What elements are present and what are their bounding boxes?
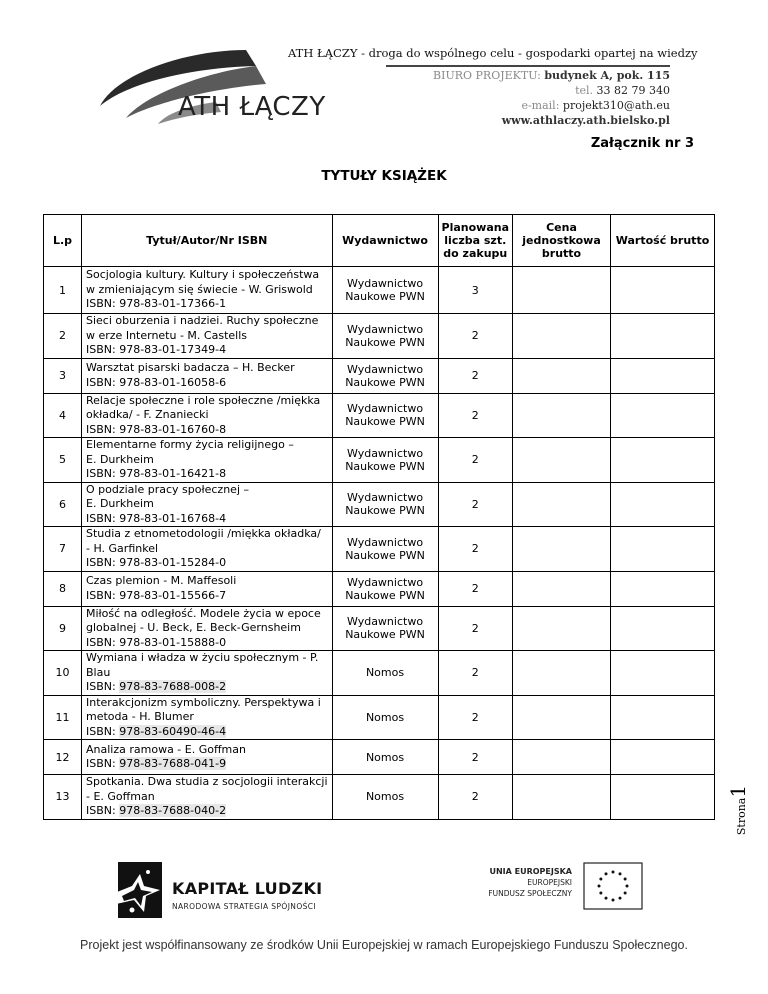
funding-note: Projekt jest współfinansowany ze środków Unii Europejskiej w ramach Europejskiego Funduszu Społecznego. [80,938,688,952]
isbn-label: ISBN: [86,422,120,436]
isbn-label: ISBN: [86,511,120,525]
cell-title [82,571,333,606]
title-line-2: w zmieniającym się świecie - W. Griswold [86,282,313,296]
cell-value[interactable] [611,527,715,572]
title-line-1: Spotkania. Dwa studia z socjologii interakcji [86,775,328,788]
header-value: Wartość brutto [611,215,715,267]
cell-value[interactable] [611,393,715,438]
isbn-label: ISBN: [86,588,120,602]
cell-quantity: 2 [438,358,512,393]
isbn-number: 978-83-7688-008-2 [119,680,227,693]
cell-quantity: 2 [438,438,512,483]
website-link[interactable]: www.athlaczy.ath.bielsko.pl [501,114,670,127]
cell-lp: 13 [44,775,82,820]
isbn-number: 978-83-01-16058-6 [119,375,227,389]
cell-publisher: Wydawnictwo Naukowe PWN [332,527,438,572]
document-title: TYTUŁY KSIĄŻEK [321,168,447,184]
eu-star [598,885,601,888]
cell-price[interactable] [513,606,611,651]
title-line-2: globalnej - U. Beck, E. Beck-Gernsheim [86,621,301,634]
office-value: budynek A, pok. 115 [544,69,670,82]
title-line-2: - H. Garfinkel [86,541,159,555]
cell-title [82,606,333,651]
eu-star [619,897,622,900]
isbn-line [86,725,328,740]
title-line-1: Relacje społeczne i role społeczne /miękka [86,393,321,407]
table-header-row [44,215,715,267]
isbn-number: 978-83-7688-040-2 [119,804,227,817]
cell-title [82,527,333,572]
isbn-number: 978-83-7688-041-9 [119,757,227,770]
cell-lp: 1 [44,267,82,314]
isbn-line [86,512,328,527]
cell-value[interactable] [611,358,715,393]
cell-price[interactable] [513,651,611,696]
cell-quantity: 3 [438,267,512,314]
table-row [44,740,715,775]
header-tagline: ATH ŁĄCZY - droga do wspólnego celu - gospodarki opartej na wiedzy [288,46,698,60]
header-title: Tytuł/Autor/Nr ISBN [82,215,333,267]
cell-lp: 12 [44,740,82,775]
cell-price[interactable] [513,527,611,572]
cell-price[interactable] [513,775,611,820]
cell-lp: 7 [44,527,82,572]
isbn-line [86,804,328,819]
page-number [728,778,748,842]
isbn-label: ISBN: [86,375,120,389]
title-line-2: w erze Internetu - M. Castells [86,328,247,342]
cell-quantity: 2 [438,527,512,572]
cell-title [82,482,333,527]
title-line-1: Miłość na odległość. Modele życia w epoce [86,606,321,620]
cell-publisher: Wydawnictwo Naukowe PWN [332,358,438,393]
isbn-number: 978-83-01-16760-8 [119,422,227,436]
eu-star [605,897,608,900]
cell-publisher: Wydawnictwo Naukowe PWN [332,571,438,606]
cell-title [82,358,333,393]
eu-star [619,872,622,875]
eu-star [612,899,615,902]
cell-value[interactable] [611,651,715,696]
header-price: Cena jednostkowa brutto [513,215,611,267]
isbn-line [86,343,328,358]
title-line-2: metoda - H. Blumer [86,710,194,723]
cell-price[interactable] [513,482,611,527]
title-line-1: Czas plemion - M. Maffesoli [86,574,237,587]
isbn-line [86,467,328,482]
table-row [44,606,715,651]
cell-publisher: Wydawnictwo Naukowe PWN [332,606,438,651]
eu-star [624,878,627,881]
cell-publisher: Nomos [332,695,438,740]
eu-star [612,871,615,874]
title-line-1: Analiza ramowa - E. Goffman [86,742,246,756]
office-label: BIURO PROJEKTU: [433,69,545,82]
isbn-line [86,376,328,391]
cell-publisher: Wydawnictwo Naukowe PWN [332,267,438,314]
table-row [44,571,715,606]
kapital-ludzki-subtitle: NARODOWA STRATEGIA SPÓJNOŚCI [172,902,317,911]
isbn-label: ISBN: [86,556,120,569]
eu-star [605,872,608,875]
isbn-line [86,297,328,312]
title-line-2: - E. Goffman [86,789,155,803]
isbn-number: 978-83-01-15284-0 [119,556,227,569]
kapital-ludzki-title: KAPITAŁ LUDZKI [172,879,323,898]
cell-price[interactable] [513,438,611,483]
cell-value[interactable] [611,740,715,775]
cell-lp: 11 [44,695,82,740]
header-rule [386,65,670,67]
isbn-label: ISBN: [86,804,120,817]
title-line-1: Sieci oburzenia i nadziei. Ruchy społeczne [86,314,319,327]
table-row [44,314,715,359]
isbn-label: ISBN: [86,297,120,311]
page-number-value: 1 [726,784,750,798]
table-row [44,527,715,572]
eu-star [599,892,602,895]
cell-quantity: 2 [438,740,512,775]
title-line-1: Warsztat pisarski badacza – H. Becker [86,361,295,374]
eu-star [624,892,627,895]
cell-lp: 10 [44,651,82,696]
table-row [44,438,715,483]
books-table [43,214,715,820]
header-publisher: Wydawnictwo [332,215,438,267]
tel-value: 33 82 79 340 [596,84,670,97]
eu-text [440,866,572,899]
cell-value[interactable] [611,482,715,527]
cell-title [82,775,333,820]
isbn-label: ISBN: [86,680,120,693]
eu-line-3: FUNDUSZ SPOŁECZNY [488,889,572,898]
header-quantity: Planowana liczba szt. do zakupu [438,215,512,267]
table-row [44,267,715,314]
cell-lp: 2 [44,314,82,359]
title-line-1: Wymiana i władza w życiu społecznym - P. [86,651,319,664]
title-line-2: E. Durkheim [86,497,154,510]
project-office-info [433,68,670,128]
cell-price[interactable] [513,695,611,740]
eu-star [599,878,602,881]
table-row [44,358,715,393]
page-label: Strona [735,797,748,836]
cell-title [82,314,333,359]
annex-label: Załącznik nr 3 [590,136,694,151]
cell-publisher: Wydawnictwo Naukowe PWN [332,314,438,359]
cell-title [82,740,333,775]
cell-lp: 4 [44,393,82,438]
cell-quantity: 2 [438,606,512,651]
isbn-line [86,636,328,651]
cell-quantity: 2 [438,651,512,696]
eu-line-2: EUROPEJSKI [527,878,572,887]
cell-publisher: Wydawnictwo Naukowe PWN [332,438,438,483]
table-row [44,695,715,740]
cell-quantity: 2 [438,775,512,820]
isbn-label: ISBN: [86,467,120,480]
logo-wordmark: ATH ŁĄCZY [178,92,326,122]
title-line-1: Socjologia kultury. Kultury i społeczeństwa [86,268,320,282]
cell-quantity: 2 [438,393,512,438]
cell-publisher: Nomos [332,740,438,775]
isbn-label: ISBN: [86,343,120,356]
cell-title [82,267,333,314]
email-value: projekt310@ath.eu [562,99,670,112]
cell-publisher: Wydawnictwo Naukowe PWN [332,393,438,438]
email-label: e-mail: [521,99,563,112]
eu-star [626,885,629,888]
isbn-line [86,423,328,438]
title-line-1: Elementarne formy życia religijnego – [86,438,294,451]
title-line-1: Studia z etnometodologii /miękka okładka/ [86,527,321,540]
title-line-2: E. Durkheim [86,452,154,466]
isbn-label: ISBN: [86,757,120,770]
cell-title [82,651,333,696]
cell-value[interactable] [611,571,715,606]
table-row [44,482,715,527]
cell-lp: 6 [44,482,82,527]
cell-publisher: Nomos [332,651,438,696]
title-line-2: okładka/ - F. Znaniecki [86,408,209,421]
header-lp: L.p [44,215,82,267]
isbn-label: ISBN: [86,724,120,738]
cell-title [82,438,333,483]
cell-lp: 9 [44,606,82,651]
eu-line-1: UNIA EUROPEJSKA [489,867,572,876]
isbn-label: ISBN: [86,635,120,649]
cell-price[interactable] [513,314,611,359]
cell-quantity: 2 [438,314,512,359]
cell-lp: 5 [44,438,82,483]
cell-value[interactable] [611,314,715,359]
tel-label: tel. [575,84,597,97]
cell-value[interactable] [611,267,715,314]
isbn-line [86,556,328,571]
cell-value[interactable] [611,775,715,820]
eu-flag-icon [583,862,643,910]
title-line-1: Interakcjonizm symboliczny. Perspektywa i [86,695,321,709]
cell-lp: 3 [44,358,82,393]
cell-price[interactable] [513,267,611,314]
isbn-number: 978-83-01-17366-1 [119,297,227,311]
cell-value[interactable] [611,695,715,740]
cell-value[interactable] [611,606,715,651]
cell-quantity: 2 [438,695,512,740]
cell-lp: 8 [44,571,82,606]
isbn-number: 978-83-01-16421-8 [119,467,227,480]
cell-publisher: Wydawnictwo Naukowe PWN [332,482,438,527]
cell-publisher: Nomos [332,775,438,820]
cell-price[interactable] [513,740,611,775]
cell-value[interactable] [611,438,715,483]
isbn-number: 978-83-01-16768-4 [119,511,227,525]
cell-price[interactable] [513,393,611,438]
kapital-ludzki-logo [110,860,168,922]
table-row [44,393,715,438]
title-line-2: Blau [86,665,111,679]
isbn-number: 978-83-01-15888-0 [119,635,227,649]
table-row [44,775,715,820]
cell-price[interactable] [513,358,611,393]
cell-quantity: 2 [438,482,512,527]
isbn-number: 978-83-01-17349-4 [119,343,227,356]
isbn-number: 978-83-01-15566-7 [119,588,227,602]
cell-price[interactable] [513,571,611,606]
isbn-line [86,680,328,695]
isbn-line [86,589,328,604]
isbn-number: 978-83-60490-46-4 [119,724,227,738]
isbn-line [86,757,328,772]
cell-title [82,393,333,438]
title-line-1: O podziale pracy społecznej – [86,482,249,496]
table-row [44,651,715,696]
cell-quantity: 2 [438,571,512,606]
cell-title [82,695,333,740]
